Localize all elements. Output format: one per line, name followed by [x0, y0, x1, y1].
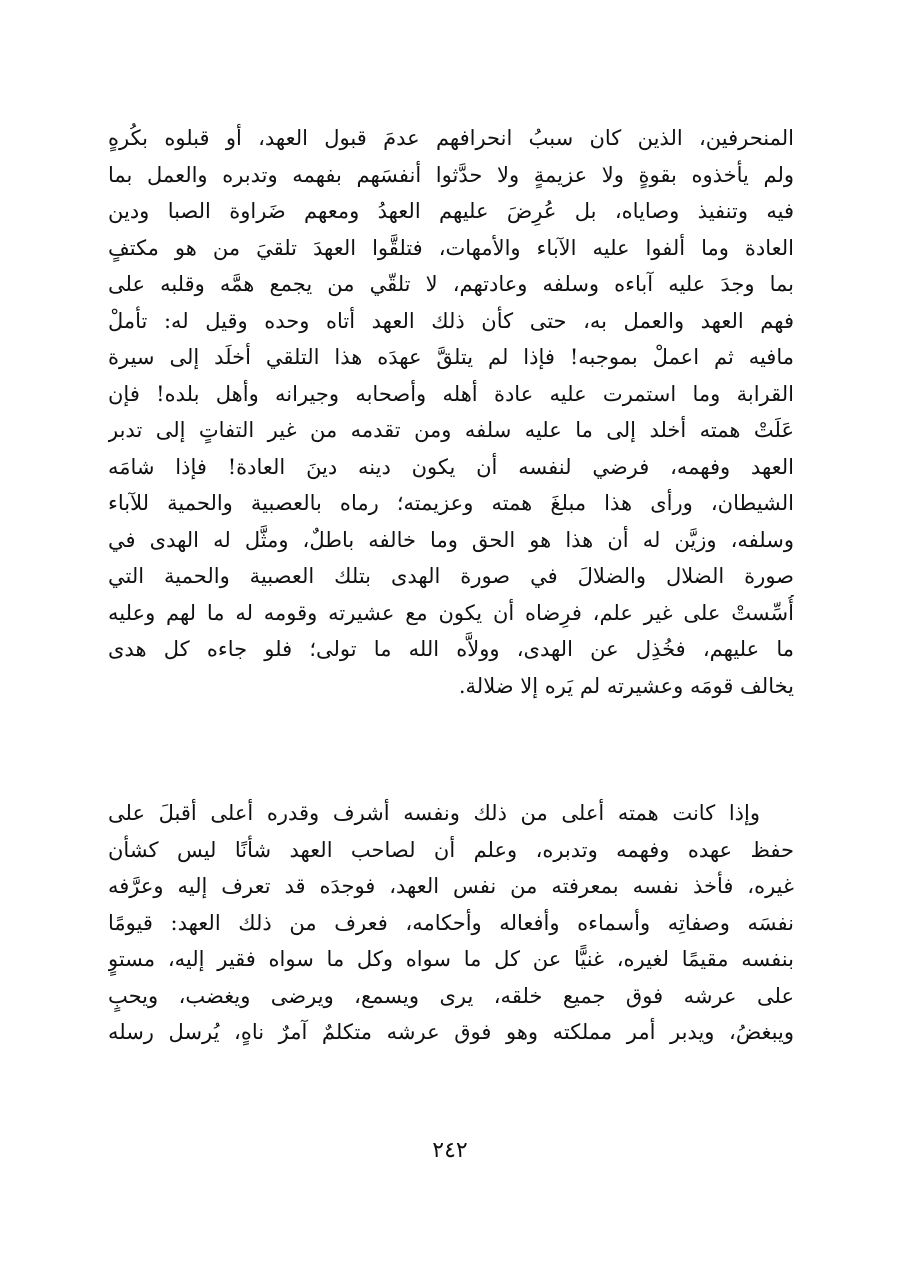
text-line: فهم العهد والعمل به، حتى كأن ذلك العهد أتاه وحده وقيل له: تأملْ — [108, 308, 794, 333]
text-line: صورة الضلال والضلالَ في صورة الهدى بتلك العصبية والحمية التي — [108, 564, 794, 588]
text-line: العادة وما ألفوا عليه الآباء والأمهات، فتلقَّوا العهدَ تلقيَ من هو مكتفٍ — [108, 235, 794, 260]
text-line: غيره، فأخذ نفسه بمعرفته من نفس العهد، فوجدَه قد تعرف إليه وعرَّفه — [108, 874, 794, 898]
text-line: ويبغضُ، ويدبر أمر مملكته وهو فوق عرشه متكلمٌ آمرٌ ناهٍ، يُرسل رسله — [108, 1020, 794, 1044]
text-line: المنحرفين، الذين كان سببُ انحرافهم عدمَ قبول العهد، أو قبلوه بكُرهٍ — [108, 126, 794, 150]
text-line: يخالف قومَه وعشيرته لم يَره إلا ضلالة. — [458, 673, 794, 698]
text-line: ما عليهم، فخُذِل عن الهدى، وولاَّه الله ما تولى؛ فلو جاءه كل هدى — [108, 637, 794, 661]
text-line: نفسَه وصفاتِه وأسماءه وأفعاله وأحكامه، فعرف من ذلك العهد: قيومًا — [108, 910, 794, 935]
text-line: مافيه ثم اعملْ بموجبه! فإذا لم يتلقَّ عهدَه هذا التلقي أخلَد إلى سيرة — [108, 345, 794, 369]
text-line: بنفسه مقيمًا لغيره، غنيًّا عن كل ما سواه وكل ما سواه فقير إليه، مستوٍ — [108, 947, 794, 971]
text-line: حفظ عهده وفهمه وتدبره، وعلم أن لصاحب العهد شأنًا ليس كشأن — [108, 837, 794, 862]
text-line: فيه وتنفيذ وصاياه، بل عُرِضَ عليهم العهدُ ومعهم ضَراوة الصبا ودين — [108, 199, 794, 223]
text-line: وسلفه، وزيَّن له أن هذا هو الحق وما خالفه باطلٌ، ومثَّل له الهدى في — [108, 527, 794, 552]
text-line: عَلَتْ همته أخلد إلى ما عليه سلفه ومن تقدمه من غير التفاتٍ إلى تدبر — [108, 418, 794, 442]
text-line: بما وجدَ عليه آباءه وسلفه وعادتهم، لا تلقّي من يجمع همَّه وقلبه على — [108, 272, 794, 296]
text-line: الشيطان، ورأى هذا مبلغَ همته وعزيمته؛ رماه بالعصبية والحمية للآباء — [108, 491, 794, 515]
text-line: على عرشه فوق جميع خلقه، يرى ويسمع، ويرضى ويغضب، ويحبٍ — [108, 983, 794, 1008]
text-line: ولم يأخذوه بقوةٍ ولا عزيمةٍ ولا حدَّثوا أنفسَهم بفهمه وتدبره والعمل بما — [108, 162, 794, 187]
text-line: العهد وفهمه، فرضي لنفسه أن يكون دينه دينَ العادة! فإذا شامَه — [108, 454, 794, 479]
paragraph-1 — [108, 120, 794, 704]
text-line: أُسِّستْ على غير علم، فرِضاه أن يكون مع عشيرته وقومه له ما لهم وعليه — [108, 600, 794, 625]
page-number: ٢٤٢ — [432, 1138, 468, 1163]
text-line: القرابة وما استمرت عليه عادة أهله وأصحابه وجيرانه وأهل بلده! فإن — [108, 381, 794, 406]
paragraph-2 — [108, 795, 794, 1051]
text-line: وإذا كانت همته أعلى من ذلك ونفسه أشرف وقدره أعلى أقبلَ على — [108, 801, 760, 825]
